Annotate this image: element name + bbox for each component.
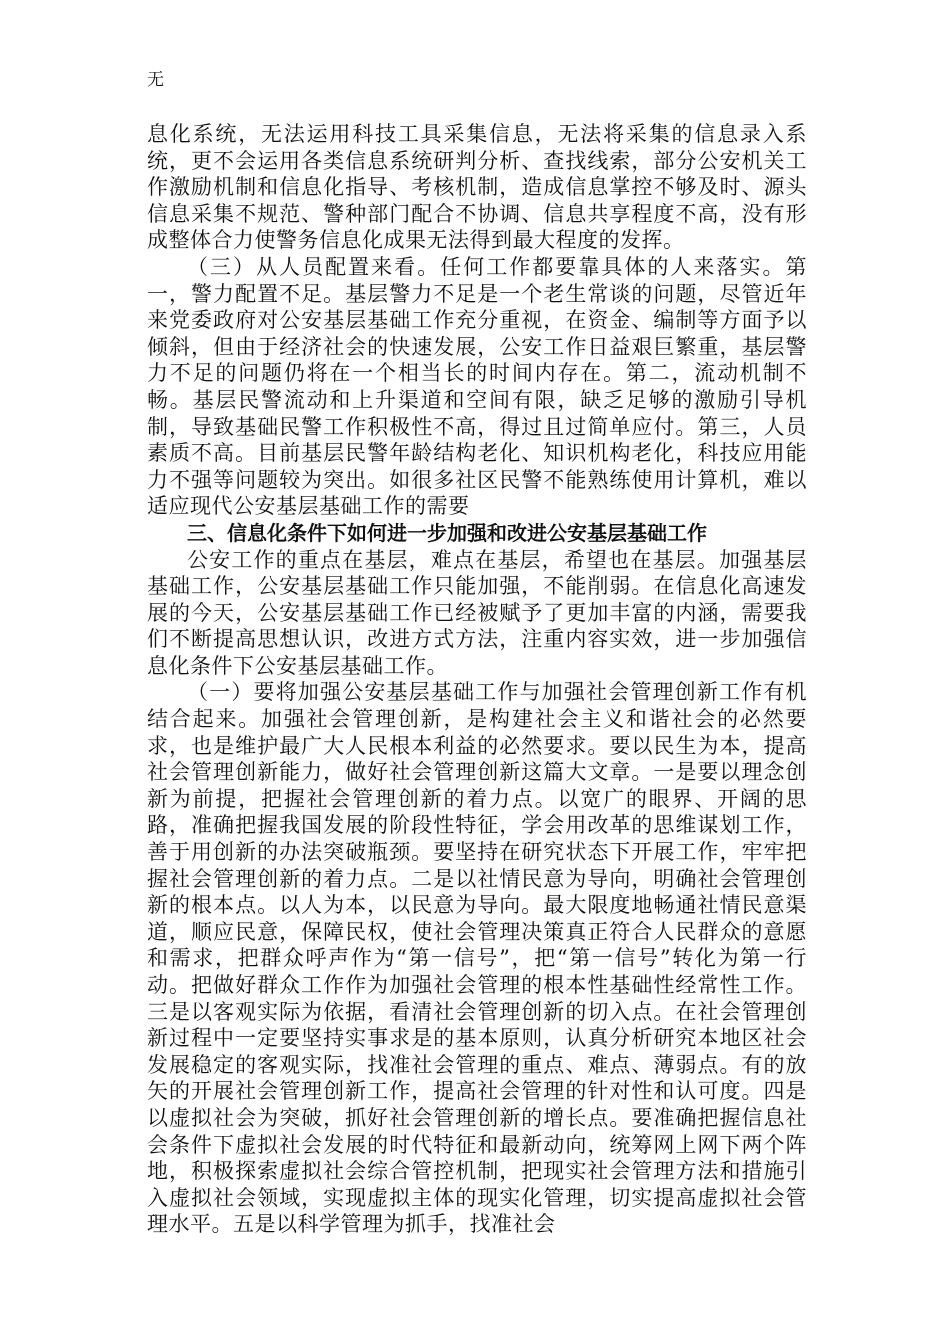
- paragraph-continuation: 息化系统，无法运用科技工具采集信息，无法将采集的信息录入系统，更不会运用各类信息系统研判分析、查找线索，部分公安机关工作激励机制和信息化指导、考核机制，造成信息掌控不够及时、源头信息采集不规范、警种部门配合不协调、信息共享程度不高，没有形成整体合力使警务信息化成果无法得到最大程度的发挥。: [147, 122, 807, 253]
- paragraph-social-management: （一）要将加强公安基层基础工作与加强社会管理创新工作有机结合起来。加强社会管理创新，是构建社会主义和谐社会的必然要求，也是维护最广大人民根本利益的必然要求。要以民生为本，提高社会管理创新能力，做好社会管理创新这篇大文章。一是要以理念创新为前提，把握社会管理创新的着力点。以宽广的眼界、开阔的思路，准确把握我国发展的阶段性特征，学会用改革的思维谋划工作，善于用创新的办法突破瓶颈。要坚持在研究状态下开展工作，牢牢把握社会管理创新的着力点。二是以社情民意为导向，明确社会管理创新的根本点。以人为本，以民意为导向。最大限度地畅通社情民意渠道，顺应民意，保障民权，使社会管理决策真正符合人民群众的意愿和需求，把群众呼声作为“第一信号”，把“第一信号”转化为第一行动。把做好群众工作作为加强社会管理的根本性基础性经常性工作。三是以客观实际为依据，看清社会管理创新的切入点。在社会管理创新过程中一定要坚持实事求是的基本原则，认真分析研究本地区社会发展稳定的客观实际，找准社会管理的重点、难点、薄弱点。有的放矢的开展社会管理创新工作，提高社会管理的针对性和认可度。四是以虚拟社会为突破，抓好社会管理创新的增长点。要准确把握信息社会条件下虚拟社会发展的时代特征和最新动向，统筹网上网下两个阵地，积极探索虚拟社会综合管控机制，把现实社会管理方法和措施引入虚拟社会领域，实现虚拟主体的现实化管理，切实提高虚拟社会管理水平。五是以科学管理为抓手，找准社会: [147, 680, 807, 1237]
- section-heading: 三、信息化条件下如何进一步加强和改进公安基层基础工作: [187, 520, 707, 545]
- paragraph-section-intro: 公安工作的重点在基层，难点在基层，希望也在基层。加强基层基础工作，公安基层基础工作只能加强，不能削弱。在信息化高速发展的今天，公安基层基础工作已经被赋予了更加丰富的内涵，需要我们不断提高思想认识，改进方式方法，注重内容实效，进一步加强信息化条件下公安基层基础工作。: [147, 547, 807, 678]
- page-header: 无: [147, 70, 164, 90]
- document-body: [147, 121, 807, 1238]
- paragraph-staffing: （三）从人员配置来看。任何工作都要靠具体的人来落实。第一，警力配置不足。基层警力不足是一个老生常谈的问题，尽管近年来党委政府对公安基层基础工作充分重视，在资金、编制等方面予以倾斜，但由于经济社会的快速发展，公安工作日益艰巨繁重，基层警力不足的问题仍将在一个相当长的时间内存在。第二，流动机制不畅。基层民警流动和上升渠道和空间有限，缺乏足够的激励引导机制，导致基础民警工作积极性不高，得过且过简单应付。第三，人员素质不高。目前基层民警年龄结构老化、知识机构老化，科技应用能力不强等问题较为突出。如很多社区民警不能熟练使用计算机，难以适应现代公安基层基础工作的需要: [147, 254, 807, 519]
